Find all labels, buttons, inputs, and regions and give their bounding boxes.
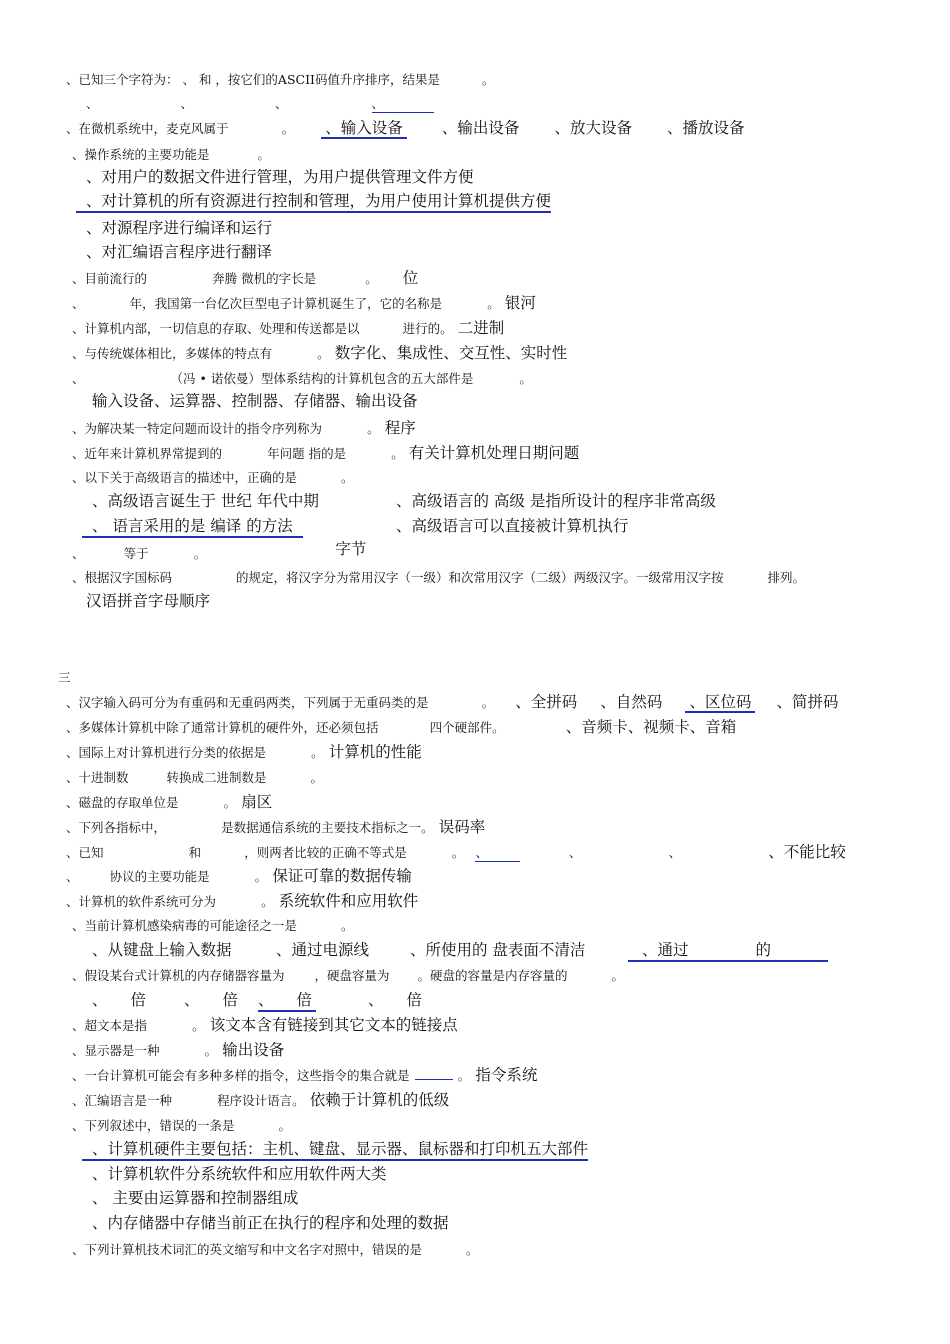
question-1-12: 、 等于 。 字节 xyxy=(72,540,367,561)
option-c: 、对源程序进行编译和运行 xyxy=(86,219,273,237)
answer: 输出设备 xyxy=(222,1041,285,1059)
answer: 汉语拼音字母顺序 xyxy=(86,592,211,610)
answer: 系统软件和应用软件 xyxy=(278,892,419,910)
question-1-9: 、为解决某一特定问题而设计的指令序列称为 。 程序 xyxy=(72,419,416,437)
option-c-marked: 、 倍 xyxy=(258,988,316,1012)
option-b: 、 倍 xyxy=(184,991,238,1009)
answer-options xyxy=(86,94,434,113)
option-b: 、输出设备 xyxy=(441,119,520,137)
option-a: 、高级语言诞生于 世纪 年代中期 xyxy=(92,492,319,510)
option-c: 、 xyxy=(275,96,288,111)
answer: 输入设备、运算器、控制器、存储器、输出设备 xyxy=(92,392,418,410)
option-a: 、 xyxy=(86,96,99,111)
option-c: 、所使用的 盘表面不清洁 xyxy=(410,941,586,959)
answer: 依赖于计算机的低级 xyxy=(309,1091,450,1109)
answer: 扇区 xyxy=(241,793,273,811)
question-2-2: 、多媒体计算机中除了通常计算机的硬件外，还必须包括 四个硬部件。 、音频卡、视频卡、音箱 xyxy=(66,718,737,736)
question-1-8: 、 （冯 • 诺依曼）型体系结构的计算机包含的五大部件是 。 xyxy=(72,371,532,386)
option-b: 、高级语言的 高级 是指所设计的程序非常高级 xyxy=(396,492,716,510)
option-a-marked: 、 xyxy=(475,843,520,862)
question-1-3: 、操作系统的主要功能是 。 xyxy=(72,147,271,162)
question-2-5: 、磁盘的存取单位是 。 扇区 xyxy=(66,793,273,811)
answer-blank xyxy=(415,1079,453,1080)
question-1-10: 、近年来计算机界常提到的 年问题 指的是 。 有关计算机处理日期问题 xyxy=(72,444,580,462)
option-b-marked: 、对计算机的所有资源进行控制和管理，为用户使用计算机提供方便 xyxy=(76,189,551,213)
option-c: 、放大设备 xyxy=(554,119,632,137)
answer: 位 xyxy=(402,269,419,287)
question-1-4: 、目前流行的 奔腾 微机的字长是 。 位 xyxy=(72,269,419,287)
question-1-1: 、已知三个字符为： 、 和 ，按它们的ASCII码值升序排序，结果是 。 xyxy=(66,72,495,87)
answer: 误码率 xyxy=(438,818,486,836)
question-2-14: 、一台计算机可能会有多种多样的指令，这些指令的集合就是 。 指令系统 xyxy=(72,1066,538,1084)
option-d: 、不能比较 xyxy=(768,843,846,861)
option-c-marked: 、 语言采用的是 编译 的方法 xyxy=(82,514,303,538)
question-2-3: 、国际上对计算机进行分类的依据是 。 计算机的性能 xyxy=(66,743,422,761)
option-c-marked: 、区位码 xyxy=(685,693,755,713)
option-a: 、对用户的数据文件进行管理，为用户提供管理文件方便 xyxy=(86,168,474,186)
question-2-12: 、超文本是指 。 该文本含有链接到其它文本的链接点 xyxy=(72,1016,458,1034)
option-b: 、 xyxy=(180,96,194,111)
option-b: 、计算机软件分系统软件和应用软件两大类 xyxy=(92,1165,387,1183)
option-d: 、高级语言可以直接被计算机执行 xyxy=(396,517,629,535)
option-d: 、简拼码 xyxy=(776,693,839,711)
answer: 数字化、集成性、交互性、实时性 xyxy=(334,344,568,362)
question-1-6: 、计算机内部，一切信息的存取、处理和传送都是以 进行的。 二进制 xyxy=(72,319,505,337)
answer: 、音频卡、视频卡、音箱 xyxy=(565,718,737,736)
question-2-17: 、下列计算机技术词汇的英文缩写和中文名字对照中，错误的是 。 xyxy=(72,1242,479,1257)
answer: 计算机的性能 xyxy=(328,743,422,761)
option-c: 、 主要由运算器和控制器组成 xyxy=(92,1189,299,1207)
answer: 该文本含有链接到其它文本的链接点 xyxy=(209,1016,458,1034)
answer: 银河 xyxy=(504,294,536,312)
option-a: 、从键盘上输入数据 xyxy=(92,941,232,959)
answer: 保证可靠的数据传输 xyxy=(272,867,412,885)
option-d-marked: 、通过 的 xyxy=(628,938,828,962)
answer: 二进制 xyxy=(457,319,505,337)
question-1-2: 、在微机系统中，麦克风属于 。 、输入设备 、输出设备 、放大设备 、播放设备 xyxy=(66,119,745,137)
question-stem: 、已知三个字符为： 、 和 ，按它们的ASCII码值升序排序，结果是 xyxy=(66,72,440,87)
question-2-4: 、十进制数 转换成二进制数是 。 xyxy=(66,770,324,785)
question-2-8: 、 协议的主要功能是 。 保证可靠的数据传输 xyxy=(66,867,412,885)
answer: 字节 xyxy=(335,540,367,558)
question-2-6: 、下列各指标中， 是数据通信系统的主要技术指标之一。 误码率 xyxy=(66,818,486,836)
answer: 有关计算机处理日期问题 xyxy=(408,444,580,462)
section-heading: 三 xyxy=(58,670,71,685)
option-d-marked: 、 xyxy=(372,94,435,113)
question-1-7: 、与传统媒体相比，多媒体的特点有 。 数字化、集成性、交互性、实时性 xyxy=(72,344,568,362)
option-d: 、 倍 xyxy=(368,991,422,1009)
option-d: 、内存储器中存储当前正在执行的程序和处理的数据 xyxy=(92,1214,449,1232)
answer: 指令系统 xyxy=(475,1066,538,1084)
option-d: 、对汇编语言程序进行翻译 xyxy=(86,243,273,261)
question-2-9: 、计算机的软件系统可分为 。 系统软件和应用软件 xyxy=(66,892,419,910)
question-2-13: 、显示器是一种 。 输出设备 xyxy=(72,1041,285,1059)
question-2-15: 、汇编语言是一种 程序设计语言。 依赖于计算机的低级 xyxy=(72,1091,450,1109)
option-a: 、 倍 xyxy=(92,991,146,1009)
question-2-10: 、当前计算机感染病毒的可能途径之一是 。 xyxy=(72,918,354,933)
option-b: 、自然码 xyxy=(600,693,663,711)
question-1-11: 、以下关于高级语言的描述中，正确的是 。 xyxy=(72,470,354,485)
question-2-1: 、汉字输入码可分为有重码和无重码两类，下列属于无重码类的是 。 、全拼码 、自然码 、区位码 、简拼码 xyxy=(66,693,839,711)
option-a: 、全拼码 xyxy=(515,693,578,711)
answer: 程序 xyxy=(384,419,416,437)
option-a-marked: 、输入设备 xyxy=(321,119,407,139)
option-c: 、 xyxy=(668,845,682,860)
option-a-marked: 、计算机硬件主要包括：主机、键盘、显示器、鼠标器和打印机五大部件 xyxy=(82,1137,588,1161)
question-2-16: 、下列叙述中，错误的一条是 。 xyxy=(72,1118,292,1133)
option-b: 、 xyxy=(569,845,582,860)
question-1-5: 、 年，我国第一台亿次巨型电子计算机诞生了，它的名称是 。 银河 xyxy=(72,294,536,312)
option-b: 、通过电源线 xyxy=(276,941,370,959)
question-2-7: 、已知 和 ，则两者比较的正确不等式是 。 、 、 、 、不能比较 xyxy=(66,843,846,861)
question-1-13: 、根据汉字国标码 的规定，将汉字分为常用汉字（一级）和次常用汉字（二级）两级汉字。一级常用汉字按 排列。 xyxy=(72,570,806,585)
question-2-11: 、假设某台式计算机的内存储器容量为 ，硬盘容量为 。硬盘的容量是内存容量的 。 xyxy=(72,968,625,983)
option-d: 、播放设备 xyxy=(667,119,745,137)
